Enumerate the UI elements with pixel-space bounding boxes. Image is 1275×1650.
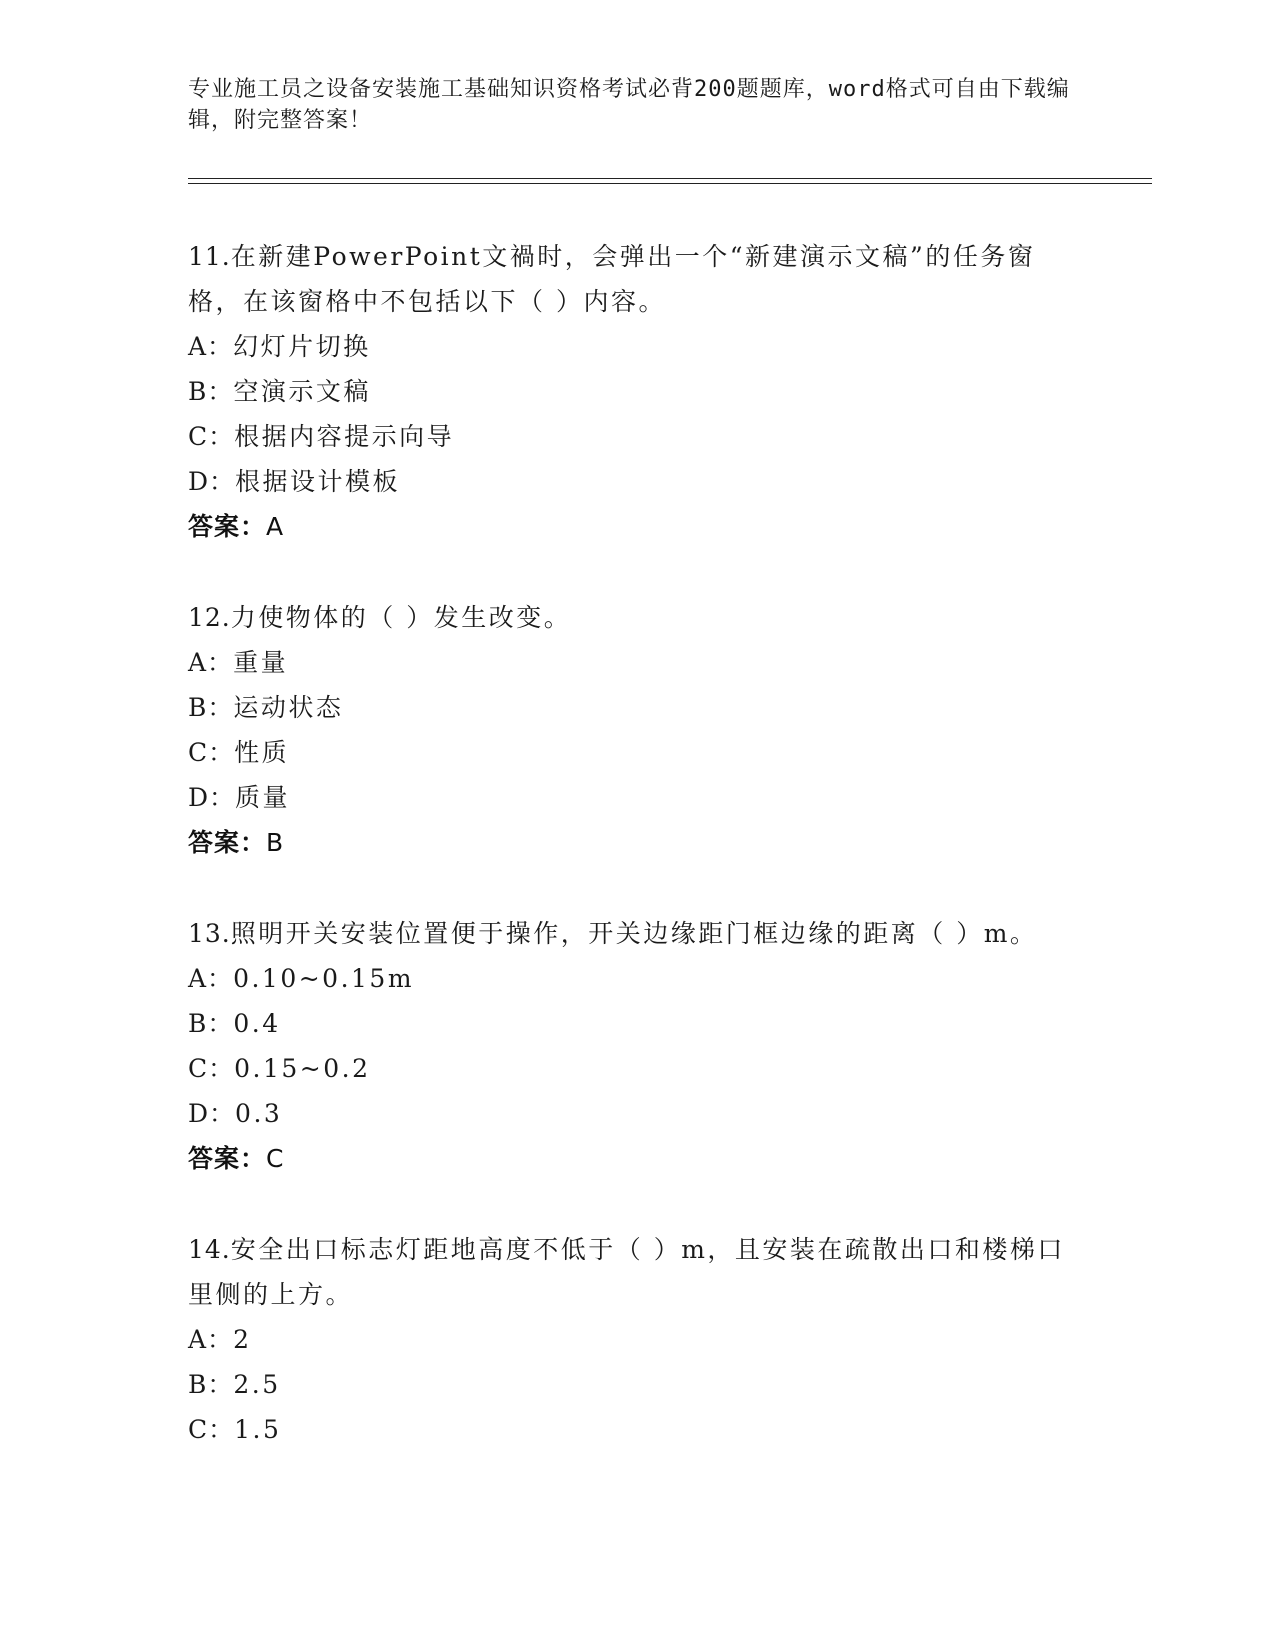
option-letter: A：: [188, 1325, 234, 1354]
option-letter: C：: [188, 422, 235, 451]
option-letter: B：: [188, 377, 234, 406]
option-text: 1.5: [234, 1415, 282, 1444]
option-letter: C：: [188, 738, 235, 767]
option-letter: B：: [188, 1009, 234, 1038]
option-text: 运动状态: [233, 693, 344, 722]
option-text: 0.4: [233, 1009, 281, 1038]
option-b: [188, 1362, 1088, 1407]
question-list: [188, 234, 1088, 1498]
option-d: [188, 775, 1088, 820]
answer: [188, 1136, 1088, 1181]
option-text: 根据设计模板: [235, 467, 401, 496]
question-number: 14.: [188, 1235, 231, 1264]
option-text: 2.5: [233, 1370, 281, 1399]
header-divider-top: [188, 178, 1152, 179]
option-c: [188, 730, 1088, 775]
question-11: [188, 234, 1088, 549]
option-b: [188, 1001, 1088, 1046]
option-text: 0.15~0.2: [234, 1054, 371, 1083]
option-letter: D：: [188, 467, 236, 496]
option-letter: D：: [188, 1099, 236, 1128]
option-letter: D：: [188, 783, 236, 812]
option-text: 幻灯片切换: [233, 332, 371, 361]
option-letter: A：: [188, 648, 234, 677]
answer-label: 答案：: [188, 828, 267, 857]
question-body: 在新建PowerPoint文禍时，会弹出一个“新建演示文稿”的任务窗格，在该窗格中不包括以下（ ）内容。: [188, 242, 1036, 316]
question-text: [188, 595, 1088, 640]
answer: [188, 820, 1088, 865]
question-number: 12.: [188, 603, 231, 632]
option-a: [188, 1317, 1088, 1362]
question-12: [188, 595, 1088, 865]
option-letter: A：: [188, 964, 234, 993]
answer-label: 答案：: [188, 512, 267, 541]
option-letter: C：: [188, 1054, 235, 1083]
option-b: [188, 685, 1088, 730]
option-text: 性质: [234, 738, 290, 767]
option-text: 重量: [233, 648, 289, 677]
question-text: [188, 234, 1088, 324]
option-a: [188, 640, 1088, 685]
question-number: 11.: [188, 242, 231, 271]
option-a: [188, 956, 1088, 1001]
option-d: [188, 459, 1088, 504]
answer-value: A: [266, 512, 285, 541]
option-c: [188, 1046, 1088, 1091]
answer-value: B: [266, 828, 285, 857]
question-14: [188, 1227, 1088, 1452]
question-body: 力使物体的（ ）发生改变。: [230, 603, 572, 632]
question-body: 安全出口标志灯距地高度不低于（ ）m，且安装在疏散出口和楼梯口里侧的上方。: [188, 1235, 1065, 1309]
option-letter: B：: [188, 1370, 234, 1399]
option-d: [188, 1091, 1088, 1136]
option-c: [188, 1407, 1088, 1452]
option-letter: B：: [188, 693, 234, 722]
option-text: 2: [233, 1325, 252, 1354]
option-text: 0.3: [235, 1099, 283, 1128]
option-text: 空演示文稿: [233, 377, 371, 406]
option-c: [188, 414, 1088, 459]
header-divider-bottom: [188, 183, 1152, 184]
answer: [188, 504, 1088, 549]
answer-label: 答案：: [188, 1144, 267, 1173]
option-text: 0.10~0.15m: [233, 964, 415, 993]
option-text: 根据内容提示向导: [234, 422, 455, 451]
question-13: [188, 911, 1088, 1181]
option-b: [188, 369, 1088, 414]
question-number: 13.: [188, 919, 231, 948]
question-body: 照明开关安装位置便于操作，开关边缘距门框边缘的距离（ ）m。: [230, 919, 1038, 948]
answer-value: C: [266, 1144, 285, 1173]
question-text: [188, 1227, 1088, 1317]
option-letter: A：: [188, 332, 234, 361]
option-a: [188, 324, 1088, 369]
option-text: 质量: [235, 783, 291, 812]
document-header: 专业施工员之设备安装施工基础知识资格考试必背200题题库，word格式可自由下载编辑，附完整答案！: [188, 77, 1070, 133]
option-letter: C：: [188, 1415, 235, 1444]
question-text: [188, 911, 1088, 956]
